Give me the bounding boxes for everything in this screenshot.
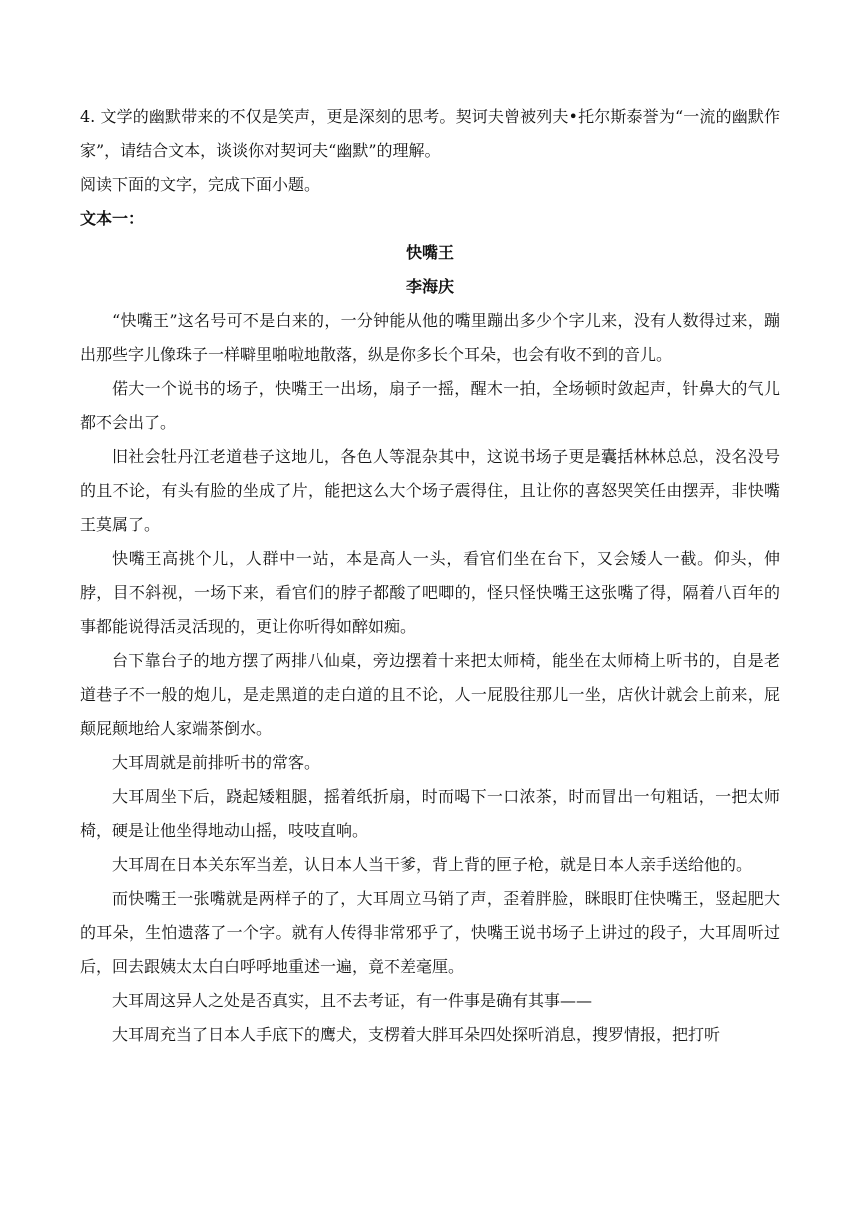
section-label: 文本一：: [80, 209, 145, 228]
article-paragraph: 台下靠台子的地方摆了两排八仙桌，旁边摆着十来把太师椅，能坐在太师椅上听书的，自是老道巷子不一般的炮儿，是走黑道的走白道的且不论，人一屁股往那儿一坐，店伙计就会上前来，屁颠屁颠地给人家端茶倒水。: [80, 651, 780, 738]
article-paragraph: 大耳周这异人之处是否真实，且不去考证，有一件事是确有其事——: [112, 991, 593, 1010]
document-page: [80, 100, 780, 1052]
article-paragraph: “快嘴王”这名号可不是白来的，一分钟能从他的嘴里蹦出多少个字儿来，没有人数得过来，蹦出那些字儿像珠子一样噼里啪啦地散落，纵是你多长个耳朵，也会有收不到的音儿。: [80, 311, 780, 364]
article-paragraph: 快嘴王高挑个儿，人群中一站，本是高人一头，看官们坐在台下，又会矮人一截。仰头，伸脖，目不斜视，一场下来，看官们的脖子都酸了吧唧的，怪只怪快嘴王这张嘴了得，隔着八百年的事都能说得活灵活现的，更让你听得如醉如痴。: [80, 549, 780, 636]
question-text: 4. 文学的幽默带来的不仅是笑声，更是深刻的思考。契诃夫曾被列夫•托尔斯泰誉为“一流的幽默作家”，请结合文本，谈谈你对契诃夫“幽默”的理解。: [80, 107, 780, 160]
article-paragraph: 偌大一个说书的场子，快嘴王一出场，扇子一摇，醒木一拍，全场顿时敛起声，针鼻大的气儿都不会出了。: [80, 379, 780, 432]
article-paragraph: 大耳周坐下后，跷起矮粗腿，摇着纸折扇，时而喝下一口浓茶，时而冒出一句粗话，一把太师椅，硬是让他坐得地动山摇，吱吱直响。: [80, 787, 780, 840]
article-author: 李海庆: [405, 277, 454, 296]
article-paragraph: 而快嘴王一张嘴就是两样子的了，大耳周立马销了声，歪着胖脸，眯眼盯住快嘴王，竖起肥大的耳朵，生怕遗落了一个字。就有人传得非常邪乎了，快嘴王说书场子上讲过的段子，大耳周听过后，回去跟姨太太白白呼呼地重述一遍，竟不差毫厘。: [80, 889, 780, 976]
reading-instruction: 阅读下面的文字，完成下面小题。: [80, 175, 321, 194]
article-paragraph: 大耳周充当了日本人手底下的鹰犬，支楞着大胖耳朵四处探听消息，搜罗情报，把打听: [112, 1025, 721, 1044]
article-paragraph: 大耳周在日本关东军当差，认日本人当干爹，背上背的匣子枪，就是日本人亲手送给他的。: [112, 855, 753, 874]
article-title: 快嘴王: [405, 243, 454, 262]
article-paragraph: 大耳周就是前排听书的常客。: [112, 753, 321, 772]
article-paragraph: 旧社会牡丹江老道巷子这地儿，各色人等混杂其中，这说书场子更是囊括林林总总，没名没号的且不论，有头有脸的坐成了片，能把这么大个场子震得住，且让你的喜怒哭笑任由摆弄，非快嘴王莫属了。: [80, 447, 780, 534]
